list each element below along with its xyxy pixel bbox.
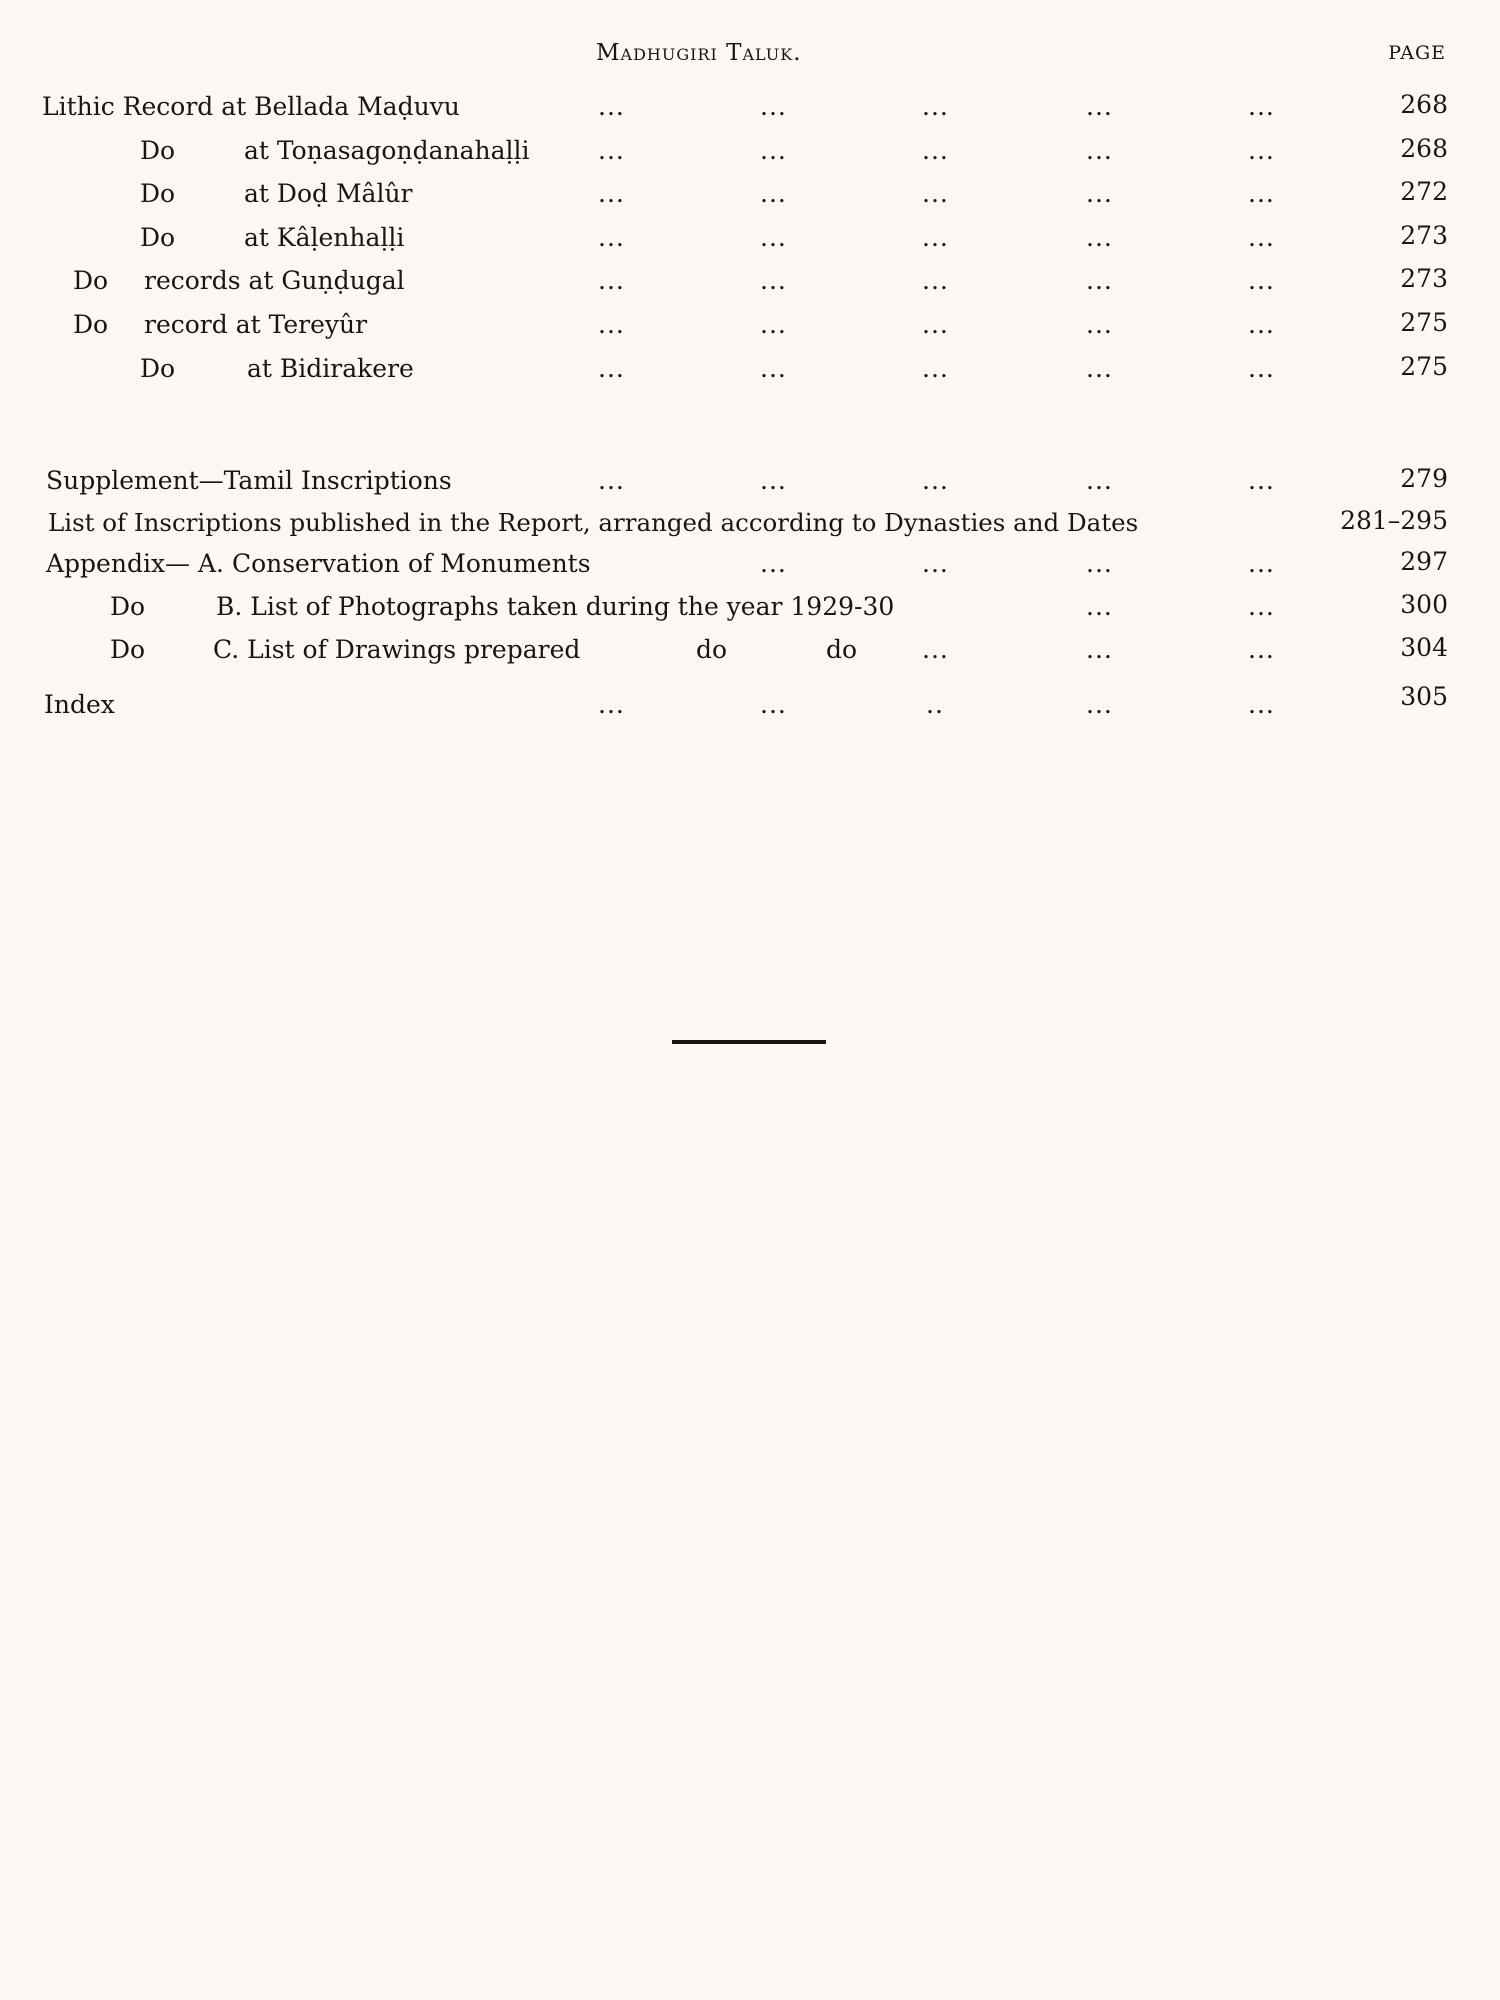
entry-ditto: Do — [140, 136, 176, 165]
entry-title: List of Inscriptions published in the Report, arranged according to Dynasties and Dates — [48, 508, 1139, 537]
entry-ditto: do — [826, 635, 858, 664]
leader-dots: ... — [922, 136, 949, 165]
leader-dots: ... — [598, 179, 625, 208]
page-number: 268 — [1400, 134, 1448, 163]
toc-entry — [0, 136, 1500, 172]
page-number: 305 — [1400, 682, 1448, 711]
leader-dots: ... — [1086, 310, 1113, 339]
entry-ditto: Do — [140, 223, 176, 252]
entry-title: Appendix— A. Conservation of Monuments — [46, 549, 591, 578]
leader-dots: ... — [760, 310, 787, 339]
leader-dots: .. — [926, 690, 944, 719]
leader-dots: ... — [1086, 592, 1113, 621]
leader-dots: ... — [760, 549, 787, 578]
leader-dots: ... — [760, 136, 787, 165]
leader-dots: ... — [1248, 466, 1275, 495]
toc-entry — [0, 592, 1500, 628]
entry-title: records at Guṇḍugal — [144, 266, 405, 295]
leader-dots: ... — [1248, 549, 1275, 578]
leader-dots: ... — [922, 635, 949, 664]
entry-title: B. List of Photographs taken during the year 1929-30 — [216, 592, 895, 621]
entry-title: at Toṇasagoṇḍanahaḷḷi — [244, 136, 530, 165]
leader-dots: ... — [1086, 179, 1113, 208]
leader-dots: ... — [598, 92, 625, 121]
leader-dots: ... — [760, 266, 787, 295]
leader-dots: ... — [1086, 466, 1113, 495]
entry-ditto: Do — [73, 266, 109, 295]
page-number: 273 — [1400, 264, 1448, 293]
leader-dots: ... — [922, 310, 949, 339]
toc-entry — [0, 635, 1500, 671]
leader-dots: ... — [1086, 223, 1113, 252]
page-number: 273 — [1400, 221, 1448, 250]
leader-dots: ... — [760, 354, 787, 383]
entry-ditto: do — [696, 635, 728, 664]
toc-entry — [0, 92, 1500, 128]
entry-title: Lithic Record at Bellada Maḍuvu — [42, 92, 460, 121]
leader-dots: ... — [598, 354, 625, 383]
toc-entry — [0, 549, 1500, 585]
page-column-label: PAGE — [1388, 42, 1446, 64]
leader-dots: ... — [1086, 92, 1113, 121]
leader-dots: ... — [598, 136, 625, 165]
page-number: 300 — [1400, 590, 1448, 619]
leader-dots: ... — [1248, 92, 1275, 121]
leader-dots: ... — [760, 179, 787, 208]
entry-title: at Doḍ Mâlûr — [244, 179, 413, 208]
leader-dots: ... — [922, 266, 949, 295]
leader-dots: ... — [1086, 266, 1113, 295]
toc-entry — [0, 179, 1500, 215]
toc-entry — [0, 223, 1500, 259]
leader-dots: ... — [1086, 136, 1113, 165]
leader-dots: ... — [922, 354, 949, 383]
leader-dots: ... — [598, 266, 625, 295]
leader-dots: ... — [1248, 354, 1275, 383]
leader-dots: ... — [922, 466, 949, 495]
section-heading: Madhugiri Taluk. — [596, 40, 802, 66]
toc-entry — [0, 682, 1500, 726]
page-number: 275 — [1400, 308, 1448, 337]
leader-dots: ... — [598, 690, 625, 719]
entry-ditto: Do — [73, 310, 109, 339]
leader-dots: ... — [1248, 592, 1275, 621]
entry-title: at Kâḷenhaḷḷi — [244, 223, 405, 252]
section-divider-thin — [672, 1041, 748, 1043]
leader-dots: ... — [1248, 179, 1275, 208]
entry-ditto: Do — [110, 592, 146, 621]
leader-dots: ... — [598, 223, 625, 252]
leader-dots: ... — [1248, 690, 1275, 719]
page-number: 281–295 — [1340, 506, 1448, 535]
leader-dots: ... — [760, 466, 787, 495]
entry-title: record at Tereyûr — [144, 310, 368, 339]
toc-entry — [0, 310, 1500, 346]
page-number: 275 — [1400, 352, 1448, 381]
entry-title: Supplement—Tamil Inscriptions — [46, 466, 452, 495]
entry-title: at Bidirakere — [247, 354, 414, 383]
toc-entry — [0, 266, 1500, 302]
leader-dots: ... — [922, 223, 949, 252]
page-number: 272 — [1400, 177, 1448, 206]
entry-ditto: Do — [110, 635, 146, 664]
leader-dots: ... — [598, 466, 625, 495]
leader-dots: ... — [1248, 136, 1275, 165]
entry-ditto: Do — [140, 354, 176, 383]
page-number: 297 — [1400, 547, 1448, 576]
entry-ditto: Do — [140, 179, 176, 208]
leader-dots: ... — [760, 690, 787, 719]
leader-dots: ... — [1248, 223, 1275, 252]
leader-dots: ... — [598, 310, 625, 339]
leader-dots: ... — [1086, 635, 1113, 664]
page-number: 268 — [1400, 90, 1448, 119]
leader-dots: ... — [922, 92, 949, 121]
leader-dots: ... — [1248, 266, 1275, 295]
leader-dots: ... — [760, 92, 787, 121]
leader-dots: ... — [760, 223, 787, 252]
toc-entry — [0, 508, 1500, 544]
page-number: 304 — [1400, 633, 1448, 662]
leader-dots: ... — [922, 179, 949, 208]
leader-dots: ... — [1086, 354, 1113, 383]
entry-title: Index — [44, 690, 115, 719]
leader-dots: ... — [1248, 635, 1275, 664]
leader-dots: ... — [1248, 310, 1275, 339]
toc-entry — [0, 466, 1500, 502]
toc-entry — [0, 354, 1500, 390]
leader-dots: ... — [1086, 690, 1113, 719]
leader-dots: ... — [1086, 549, 1113, 578]
leader-dots: ... — [922, 549, 949, 578]
entry-title: C. List of Drawings prepared — [213, 635, 581, 664]
page-number: 279 — [1400, 464, 1448, 493]
